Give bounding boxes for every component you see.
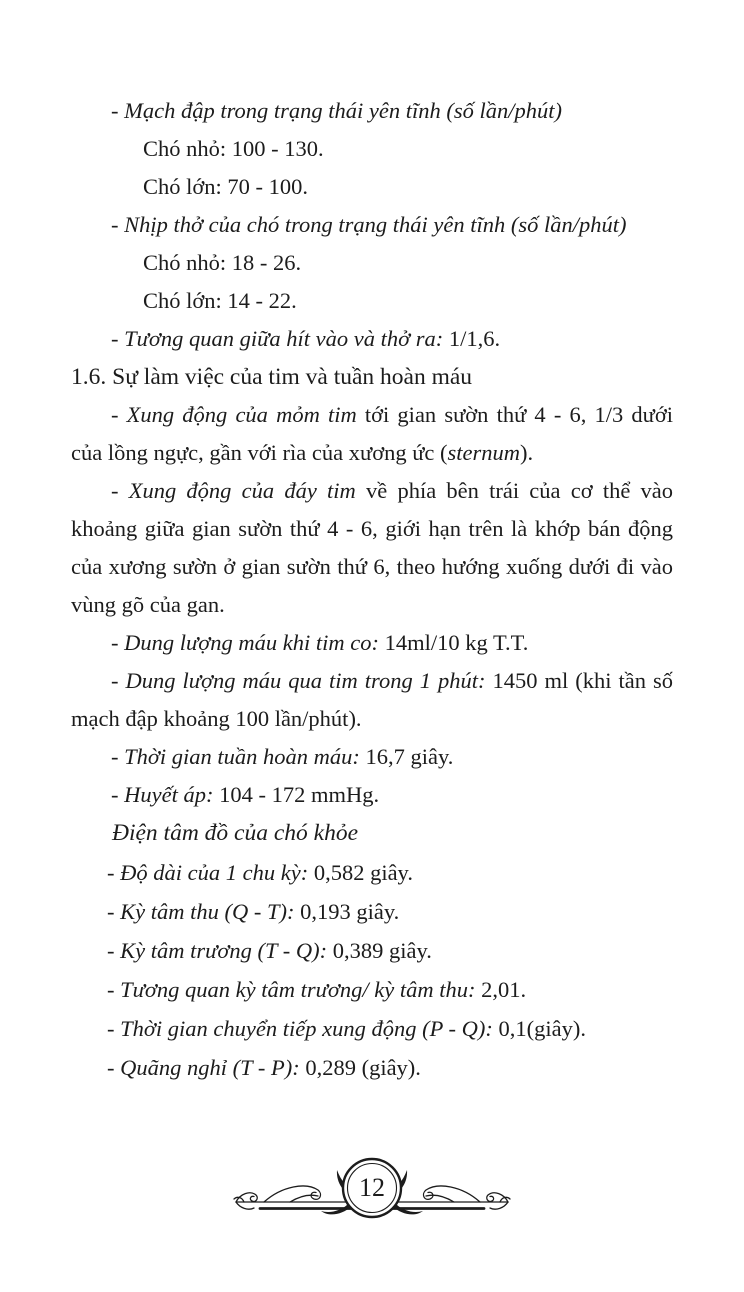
page-footer-ornament xyxy=(230,1150,514,1230)
ecg-pq-interval-label: - Thời gian chuyển tiếp xung động (P - Q): xyxy=(107,1016,493,1041)
base-impulse-label: - Xung động của đáy tim xyxy=(111,478,356,503)
stroke-volume-item xyxy=(71,624,673,662)
apex-impulse-paragraph xyxy=(71,396,673,472)
ecg-heading: Điện tâm đồ của chó khỏe xyxy=(112,820,359,846)
minute-volume-label: - Dung lượng máu qua tim trong 1 phút: xyxy=(111,668,486,693)
apex-impulse-close: ). xyxy=(520,440,534,465)
ecg-rest-interval-item xyxy=(71,1048,673,1087)
ecg-systole-label: - Kỳ tâm thu (Q - T): xyxy=(107,899,295,924)
page-number: 12 xyxy=(359,1173,385,1202)
breath-rate-label: - Nhịp thở của chó trong trạng thái yên tĩnh (số lần/phút) xyxy=(111,212,627,237)
circulation-time-item xyxy=(71,738,673,776)
breath-large-dog-value: Chó lớn: 14 - 22. xyxy=(143,288,297,313)
breath-small-dog-value: Chó nhỏ: 18 - 26. xyxy=(143,250,302,275)
blood-pressure-value: 104 - 172 mmHg. xyxy=(213,782,380,807)
apex-impulse-label: - Xung động của mỏm tim xyxy=(111,402,357,427)
ecg-ratio-label: - Tương quan kỳ tâm trương/ kỳ tâm thu: xyxy=(107,977,476,1002)
inhale-exhale-ratio-label: - Tương quan giữa hít vào và thở ra: xyxy=(111,326,444,351)
ecg-cycle-length-label: - Độ dài của 1 chu kỳ: xyxy=(107,860,309,885)
section-heading: 1.6. Sự làm việc của tim và tuần hoàn máu xyxy=(71,364,473,390)
ecg-diastole-item xyxy=(71,931,673,970)
page-content xyxy=(71,92,673,1087)
base-impulse-text: về phía bên trái của cơ thể vào khoảng giữa gian sườn thứ 4 - 6, giới hạn trên là khớp bán động của xương sườn ở gian sườn thứ 6, theo hướng xuống dưới đi vào vùng gõ của gan. xyxy=(71,478,673,617)
ecg-pq-interval-item xyxy=(71,1009,673,1048)
base-impulse-paragraph xyxy=(71,472,673,624)
ecg-pq-interval-value: 0,1(giây). xyxy=(492,1016,586,1041)
inhale-exhale-ratio xyxy=(71,320,673,358)
ecg-ratio-value: 2,01. xyxy=(475,977,527,1002)
ecg-cycle-length-item xyxy=(71,853,673,892)
ecg-diastole-value: 0,389 giây. xyxy=(327,938,432,963)
pulse-small-dog-value: Chó nhỏ: 100 - 130. xyxy=(143,136,324,161)
blood-pressure-item xyxy=(71,776,673,814)
ecg-systole-value: 0,193 giây. xyxy=(294,899,400,924)
stroke-volume-value: 14ml/10 kg T.T. xyxy=(379,630,529,655)
ecg-systole-item xyxy=(71,892,673,931)
sternum-term: sternum xyxy=(447,440,521,465)
ecg-diastole-label: - Kỳ tâm trương (T - Q): xyxy=(107,938,328,963)
ecg-cycle-length-value: 0,582 giây. xyxy=(308,860,413,885)
ecg-ratio-item xyxy=(71,970,673,1009)
stroke-volume-label: - Dung lượng máu khi tim co: xyxy=(111,630,379,655)
minute-volume-value: 1450 ml (khi tần số mạch đập khoảng 100 lần/phút). xyxy=(71,668,673,731)
pulse-rate-label: - Mạch đập trong trạng thái yên tĩnh (số lần/phút) xyxy=(111,98,562,123)
minute-volume-item xyxy=(71,662,673,738)
ecg-rest-interval-label: - Quãng nghỉ (T - P): xyxy=(107,1055,300,1080)
inhale-exhale-ratio-value: 1/1,6. xyxy=(443,326,501,351)
blood-pressure-label: - Huyết áp: xyxy=(111,782,214,807)
circulation-time-value: 16,7 giây. xyxy=(359,744,454,769)
apex-impulse-text: tới gian sườn thứ 4 - 6, 1/3 dưới của lồng ngực, gần với rìa của xương ức ( xyxy=(71,402,673,465)
ecg-section xyxy=(71,814,673,1087)
ecg-rest-interval-value: 0,289 (giây). xyxy=(299,1055,421,1080)
circulation-time-label: - Thời gian tuần hoàn máu: xyxy=(111,744,360,769)
pulse-large-dog-value: Chó lớn: 70 - 100. xyxy=(143,174,309,199)
